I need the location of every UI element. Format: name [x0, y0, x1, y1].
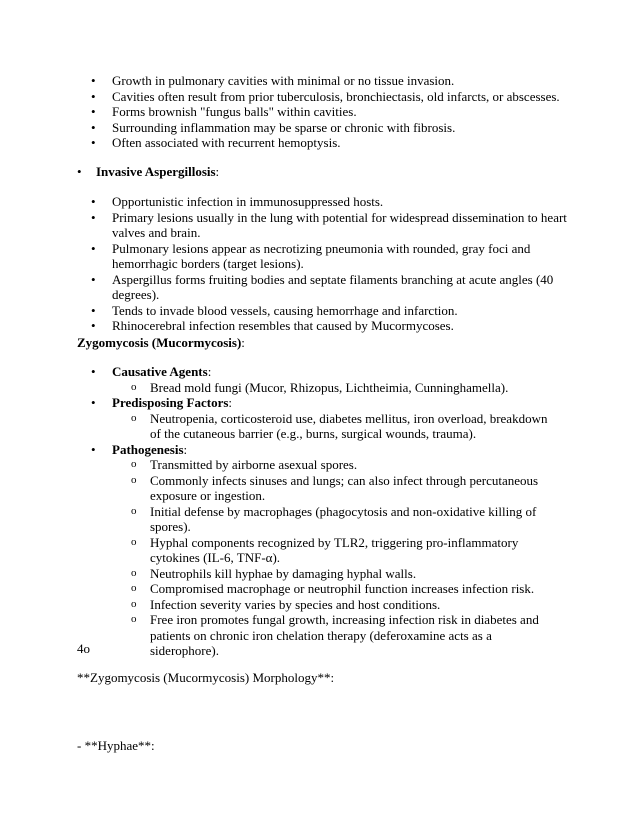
sub-list: [112, 380, 572, 396]
list-item-pathogenesis: • Pathogenesis: o Transmitted by airborne asexual spores. o Commonly infects sinuses and lungs; can also infect through percutaneous exposure or ingestion. o Initial defense by macrophages (phagocytosis and non-oxidative killing of spores). o Hyphal components recognized by TLR2, triggering pro-inflammatory cytokines (IL-6, TNF-α). o Neutrophils kill hyphae by damaging hyphal walls. o Compromised macrophage or neutrophil function increases infection risk. o Infection severity varies by species and host conditions. o Free iron promotes fungal growth, increasing infection risk in diabetes and patients on chronic iron chelation therapy (deferoxamine acts as a siderophore).: [112, 442, 572, 659]
list-item-causative-agents: • Causative Agents: o Bread mold fungi (Mucor, Rhizopus, Lichtheimia, Cunninghamella).: [112, 364, 572, 395]
sub-list-item: o Compromised macrophage or neutrophil function increases infection risk.: [150, 581, 550, 597]
heading-colon: :: [241, 335, 245, 350]
invasive-list: [112, 194, 572, 334]
sub-list: [112, 411, 572, 442]
list-item: • Pulmonary lesions appear as necrotizing pneumonia with rounded, gray foci and hemorrhagic borders (target lesions).: [112, 241, 572, 272]
sub-list-item: o Bread mold fungi (Mucor, Rhizopus, Lichtheimia, Cunninghamella).: [150, 380, 550, 396]
list-item: • Aspergillus forms fruiting bodies and septate filaments branching at acute angles (40 degrees).: [112, 272, 572, 303]
item-label: Pathogenesis: [112, 441, 184, 457]
hyphae-line: - **Hyphae**:: [77, 738, 155, 753]
list-item: • Surrounding inflammation may be sparse or chronic with fibrosis.: [112, 120, 572, 136]
item-label: Causative Agents: [112, 364, 208, 379]
invasive-aspergillosis-heading: [96, 164, 219, 180]
list-item: • Tends to invade blood vessels, causing hemorrhage and infarction.: [112, 303, 572, 319]
list-item: • Cavities often result from prior tuberculosis, bronchiectasis, old infarcts, or abscesses.: [112, 89, 572, 105]
item-label: Predisposing Factors: [112, 395, 229, 410]
list-item-predisposing-factors: • Predisposing Factors: o Neutropenia, corticosteroid use, diabetes mellitus, iron overload, breakdown of the cutaneous barrier (e.g., burns, surgical wounds, trauma).: [112, 395, 572, 442]
sub-list-item: o Neutropenia, corticosteroid use, diabetes mellitus, iron overload, breakdown of the cutaneous barrier (e.g., burns, surgical wounds, trauma).: [150, 411, 550, 442]
heading-text: Invasive Aspergillosis: [96, 164, 216, 179]
sub-list-item: o Initial defense by macrophages (phagocytosis and non-oxidative killing of spores).: [150, 504, 550, 535]
heading-text: Zygomycosis (Mucormycosis): [77, 335, 242, 350]
sub-list-item: o Hyphal components recognized by TLR2, triggering pro-inflammatory cytokines (IL-6, TNF-α).: [150, 535, 550, 566]
list-item: • Growth in pulmonary cavities with minimal or no tissue invasion.: [112, 73, 572, 89]
morphology-heading: **Zygomycosis (Mucormycosis) Morphology**:: [77, 670, 335, 685]
list-item: • Primary lesions usually in the lung with potential for widespread dissemination to heart valves and brain.: [112, 210, 572, 241]
sub-list-item: o Commonly infects sinuses and lungs; can also infect through percutaneous exposure or ingestion.: [150, 473, 550, 504]
zygomycosis-heading: [77, 335, 245, 351]
sub-list-item: o Neutrophils kill hyphae by damaging hyphal walls.: [150, 566, 550, 582]
list-item: • Rhinocerebral infection resembles that caused by Mucormycoses.: [112, 318, 572, 334]
sub-list-item: o Free iron promotes fungal growth, increasing infection risk in diabetes and patients on chronic iron chelation therapy (deferoxamine acts as a siderophore).: [150, 612, 550, 659]
sub-list-item: o Transmitted by airborne asexual spores.: [150, 457, 550, 473]
page-marker: 4o: [77, 641, 90, 656]
list-item: • Often associated with recurrent hemoptysis.: [112, 135, 572, 151]
aspergilloma-list: [112, 73, 572, 151]
list-item: • Forms brownish "fungus balls" within cavities.: [112, 104, 572, 120]
sub-list-item: o Infection severity varies by species and host conditions.: [150, 597, 550, 613]
list-item: • Opportunistic infection in immunosuppressed hosts.: [112, 194, 572, 210]
sub-list: [112, 457, 572, 659]
zygomycosis-list: [112, 364, 572, 659]
heading-colon: :: [215, 164, 220, 179]
